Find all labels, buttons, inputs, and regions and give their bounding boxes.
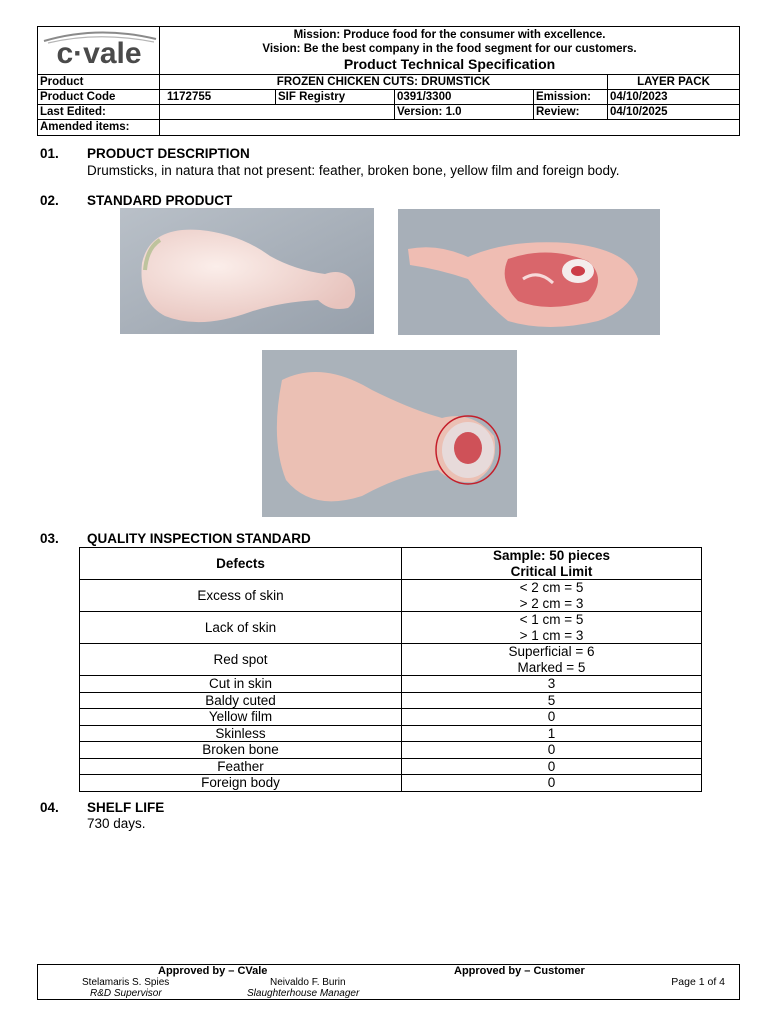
product-code-value: 1172755 bbox=[160, 90, 276, 104]
section-quality-inspection bbox=[40, 531, 311, 547]
emission-value: 04/10/2023 bbox=[610, 91, 668, 103]
amended-items-label: Amended items: bbox=[38, 120, 160, 135]
limit-line: > 1 cm = 3 bbox=[519, 627, 584, 643]
section-shelf-life bbox=[40, 800, 164, 816]
table-row bbox=[80, 692, 702, 709]
signer-name-1: Stelamaris S. Spies bbox=[82, 977, 170, 988]
header-critical-limit bbox=[402, 548, 702, 580]
mission-statement: Mission: Produce food for the consumer with excellence. bbox=[293, 29, 606, 41]
table-row bbox=[80, 644, 702, 676]
table-row bbox=[80, 676, 702, 693]
table-row bbox=[80, 580, 702, 612]
defect-cell: Feather bbox=[80, 758, 402, 775]
section-title: STANDARD PRODUCT bbox=[87, 193, 233, 208]
quality-inspection-table bbox=[79, 547, 702, 792]
limit-cell: 0 bbox=[402, 775, 702, 792]
section-standard-product bbox=[40, 193, 232, 209]
table-row bbox=[80, 742, 702, 759]
limit-line: Marked = 5 bbox=[517, 659, 586, 675]
header-row-code bbox=[38, 90, 739, 105]
section-product-description bbox=[40, 146, 250, 162]
limit-cell bbox=[402, 644, 702, 676]
drumstick-photo-cut bbox=[398, 209, 660, 335]
header-defects: Defects bbox=[80, 548, 402, 580]
section-title: SHELF LIFE bbox=[87, 800, 165, 815]
limit-line: > 2 cm = 3 bbox=[519, 595, 584, 611]
header-row-edited bbox=[38, 105, 739, 120]
section-number: 03. bbox=[40, 531, 59, 546]
review-value: 04/10/2025 bbox=[610, 106, 668, 118]
table-row bbox=[80, 725, 702, 742]
header-row-product bbox=[38, 75, 739, 90]
limit-cell bbox=[402, 612, 702, 644]
section-title: QUALITY INSPECTION STANDARD bbox=[87, 531, 311, 546]
header-sample: Sample: 50 pieces bbox=[492, 548, 611, 563]
limit-line: < 2 cm = 5 bbox=[519, 580, 584, 595]
section-number: 02. bbox=[40, 193, 59, 208]
page-number: Page 1 of 4 bbox=[671, 976, 725, 988]
defect-cell: Excess of skin bbox=[80, 580, 402, 612]
vision-statement: Vision: Be the best company in the food segment for our customers. bbox=[262, 43, 637, 55]
spec-header bbox=[37, 26, 740, 136]
header-statements bbox=[160, 27, 739, 74]
cvale-logo bbox=[38, 27, 160, 74]
product-code-label: Product Code bbox=[38, 90, 160, 104]
emission-label: Emission: bbox=[534, 90, 608, 104]
table-header-row bbox=[80, 548, 702, 580]
defect-cell: Broken bone bbox=[80, 742, 402, 759]
table-row bbox=[80, 775, 702, 792]
limit-cell: 0 bbox=[402, 758, 702, 775]
defect-cell: Baldy cuted bbox=[80, 692, 402, 709]
table-row bbox=[80, 612, 702, 644]
limit-cell: 0 bbox=[402, 742, 702, 759]
amended-items-value bbox=[160, 120, 739, 135]
logo-wordmark: c·vale bbox=[56, 37, 142, 70]
signer-role-2: Slaughterhouse Manager bbox=[247, 988, 360, 999]
version-label: Version: 1.0 bbox=[395, 105, 534, 119]
approved-by-cvale: Approved by – CVale bbox=[158, 965, 268, 977]
sif-label: SIF Registry bbox=[276, 90, 395, 104]
drumstick-photo-marked bbox=[262, 350, 517, 517]
shelf-life-text: 730 days. bbox=[87, 816, 146, 831]
defect-cell: Cut in skin bbox=[80, 676, 402, 693]
limit-line: Superficial = 6 bbox=[508, 644, 595, 659]
approval-footer bbox=[37, 964, 740, 1000]
product-label: Product bbox=[38, 75, 160, 89]
limit-cell: 1 bbox=[402, 725, 702, 742]
limit-cell: 5 bbox=[402, 692, 702, 709]
drumstick-photo-whole bbox=[120, 208, 374, 334]
defect-cell: Lack of skin bbox=[80, 612, 402, 644]
signer-name-2: Neivaldo F. Burin bbox=[270, 977, 346, 988]
review-label: Review: bbox=[534, 105, 608, 119]
document-title: Product Technical Specification bbox=[343, 56, 556, 72]
limit-line: < 1 cm = 5 bbox=[519, 612, 584, 627]
product-name: FROZEN CHICKEN CUTS: DRUMSTICK bbox=[160, 75, 608, 89]
header-row-amended bbox=[38, 120, 739, 135]
table-row bbox=[80, 709, 702, 726]
defect-cell: Skinless bbox=[80, 725, 402, 742]
last-edited-label: Last Edited: bbox=[38, 105, 160, 119]
sif-value: 0391/3300 bbox=[395, 90, 534, 104]
defect-cell: Foreign body bbox=[80, 775, 402, 792]
section-number: 01. bbox=[40, 146, 59, 161]
limit-cell: 3 bbox=[402, 676, 702, 693]
section-number: 04. bbox=[40, 800, 59, 815]
product-description-text: Drumsticks, in natura that not present: feather, broken bone, yellow film and foreign body. bbox=[87, 163, 620, 178]
header-limit: Critical Limit bbox=[510, 563, 593, 579]
defect-cell: Yellow film bbox=[80, 709, 402, 726]
defect-cell: Red spot bbox=[80, 644, 402, 676]
header-top-row bbox=[38, 27, 739, 75]
limit-cell: 0 bbox=[402, 709, 702, 726]
signer-role-1: R&D Supervisor bbox=[90, 988, 162, 999]
limit-cell bbox=[402, 580, 702, 612]
pack-type: LAYER PACK bbox=[637, 76, 710, 88]
approved-by-customer: Approved by – Customer bbox=[454, 965, 585, 977]
section-title: PRODUCT DESCRIPTION bbox=[87, 146, 250, 161]
table-row bbox=[80, 758, 702, 775]
last-edited-value bbox=[160, 105, 395, 119]
